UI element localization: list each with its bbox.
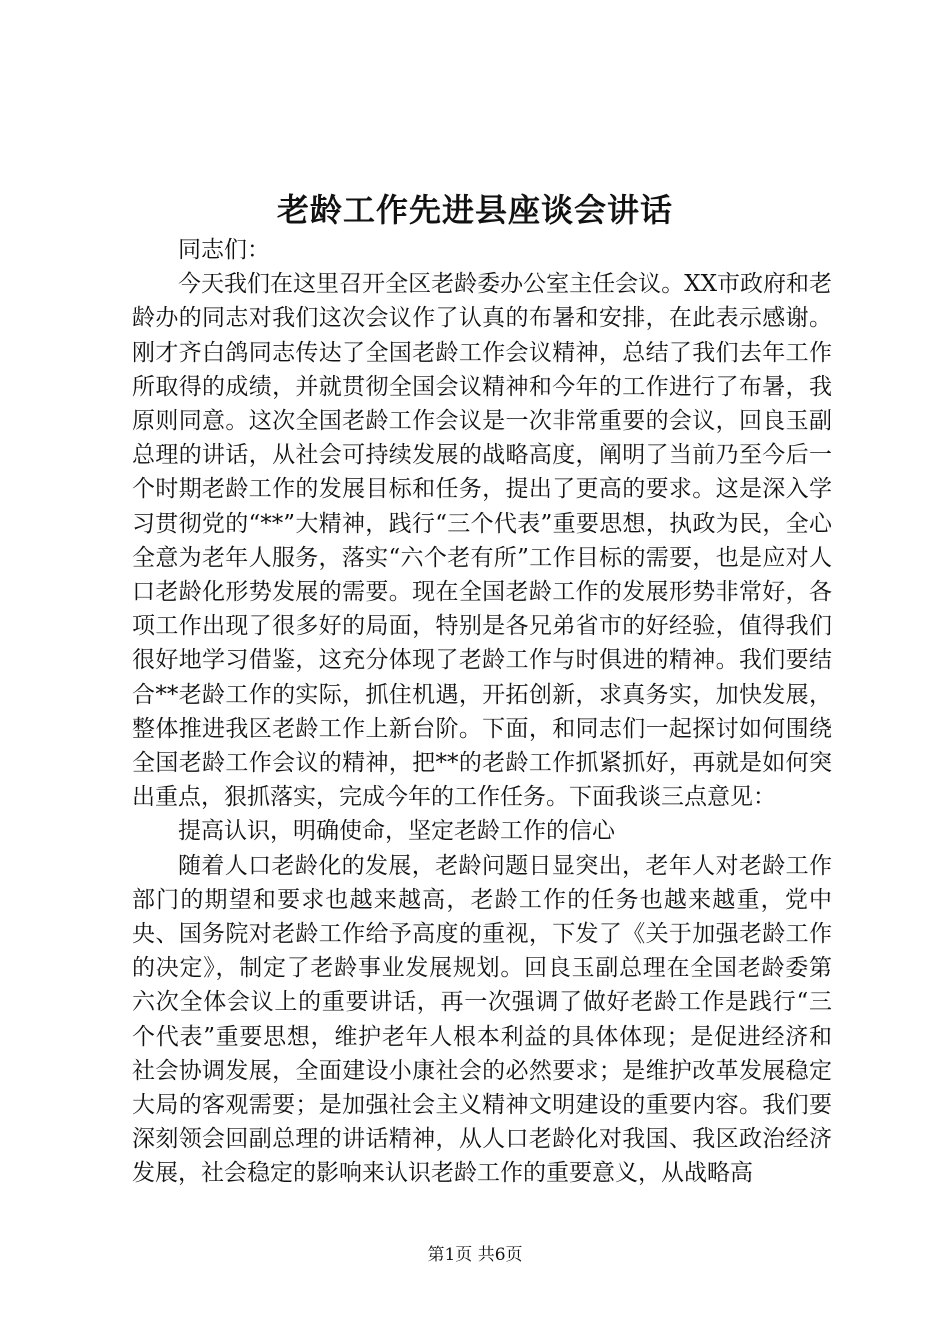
document-body: [132, 233, 832, 1191]
page-title: 老龄工作先进县座谈会讲话: [276, 191, 673, 229]
paragraph-section-1: 随着人口老龄化的发展，老龄问题日显突出，老年人对老龄工作部门的期望和要求也越来越高，老龄工作的任务也越来越重，党中央、国务院对老龄工作给予高度的重视，下发了《关于加强老龄工作的决定》，制定了老龄事业发展规划。回良玉副总理在全国老龄委第六次全体会议上的重要讲话，再一次强调了做好老龄工作是践行“三个代表”重要思想，维护老年人根本利益的具体体现；是促进经济和社会协调发展，全面建设小康社会的必然要求；是维护改革发展稳定大局的客观需要；是加强社会主义精神文明建设的重要内容。我们要深刻领会回副总理的讲话精神，从人口老龄化对我国、我区政治经济发展，社会稳定的影响来认识老龄工作的重要意义，从战略高: [132, 852, 832, 1187]
page-number: 第1页 共6页: [427, 1245, 523, 1265]
salutation: 同志们：: [178, 237, 270, 263]
section-heading: 提高认识，明确使命，坚定老龄工作的信心: [178, 818, 615, 845]
paragraph-intro: 今天我们在这里召开全区老龄委办公室主任会议。XX市政府和老龄办的同志对我们这次会议作了认真的布暑和安排，在此表示感谢。刚才齐白鸽同志传达了全国老龄工作会议精神，总结了我们去年工作所取得的成绩，并就贯彻全国会议精神和今年的工作进行了布暑，我原则同意。这次全国老龄工作会议是一次非常重要的会议，回良玉副总理的讲话，从社会可持续发展的战略高度，阐明了当前乃至今后一个时期老龄工作的发展目标和任务，提出了更高的要求。这是深入学习贯彻党的“**”大精神，践行“三个代表”重要思想，执政为民，全心全意为老年人服务，落实“六个老有所”工作目标的需要，也是应对人口老龄化形势发展的需要。现在全国老龄工作的发展形势非常好，各项工作出现了很多好的局面，特别是各兄弟省市的好经验，值得我们很好地学习借鉴，这充分体现了老龄工作与时俱进的精神。我们要结合**老龄工作的实际，抓住机遇，开拓创新，求真务实，加快发展，整体推进我区老龄工作上新台阶。下面，和同志们一起探讨如何围绕全国老龄工作会议的精神，把**的老龄工作抓紧抓好，再就是如何突出重点，狠抓落实，完成今年的工作任务。下面我谈三点意见：: [132, 271, 832, 811]
